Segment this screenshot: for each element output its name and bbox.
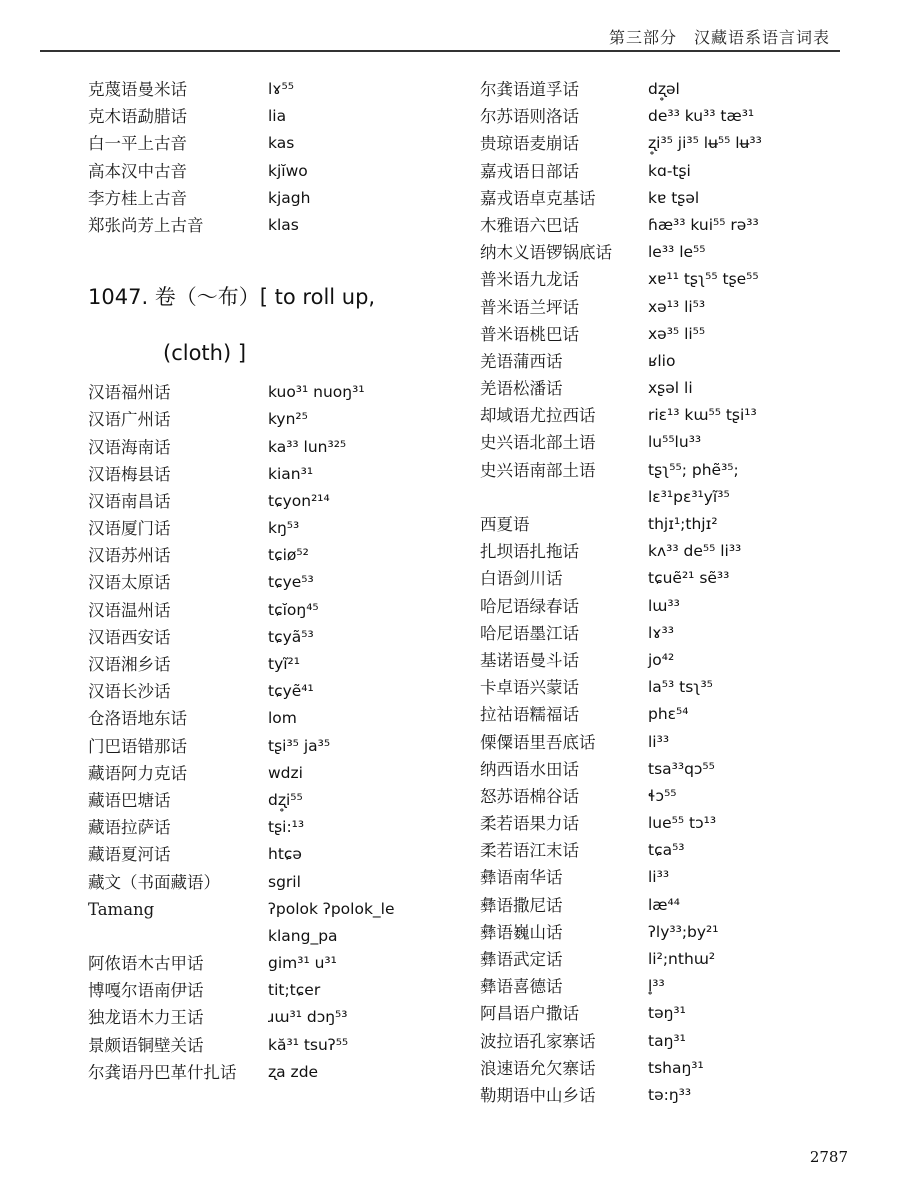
language-name: 贵琼语麦崩话 — [480, 134, 579, 154]
language-name: 藏语巴塘话 — [88, 790, 171, 810]
language-name: 克木语勐腊话 — [88, 107, 187, 127]
entry-row — [480, 756, 860, 783]
pronunciation: tit;tɕer — [268, 981, 321, 1000]
language-name: 汉语厦门话 — [88, 519, 171, 539]
pronunciation: ʐa zde — [268, 1062, 319, 1081]
entry-row — [88, 515, 468, 542]
entry-row — [88, 841, 468, 868]
pronunciation: ka³³ lun³²⁵ — [268, 437, 347, 456]
pronunciation: ɬɔ⁵⁵ — [648, 786, 677, 805]
language-name: 傈僳语里吾底话 — [480, 732, 596, 752]
language-name: 汉语福州话 — [88, 383, 171, 403]
language-name: 普米语桃巴话 — [480, 324, 579, 344]
language-name: 门巴语错那话 — [88, 736, 187, 756]
language-name: 郑张尚芳上古音 — [88, 215, 204, 235]
entry-row — [88, 624, 468, 651]
entry-row — [88, 1032, 468, 1059]
entry-row — [480, 946, 860, 973]
language-name: 藏文（书面藏语） — [88, 872, 220, 892]
entry-row — [480, 185, 860, 212]
language-name: 却域语尤拉西话 — [480, 406, 596, 426]
language-name: 纳西语水田话 — [480, 759, 579, 779]
entry-row — [480, 429, 860, 456]
entry-row — [88, 678, 468, 705]
entry-row — [88, 733, 468, 760]
language-name: 木雅语六巴话 — [480, 215, 579, 235]
pronunciation: tshaŋ³¹ — [648, 1058, 704, 1077]
language-name: 汉语苏州话 — [88, 546, 171, 566]
language-name: 白语剑川话 — [480, 569, 563, 589]
entry-row — [480, 973, 860, 1000]
language-name: 怒苏语棉谷话 — [480, 786, 579, 806]
entry-row — [480, 266, 860, 293]
entry-row — [88, 787, 468, 814]
language-name: 汉语太原话 — [88, 573, 171, 593]
language-name: 普米语兰坪话 — [480, 297, 579, 317]
entry-row — [88, 158, 468, 185]
pronunciation: jo⁴² — [648, 650, 675, 669]
language-name: 彝语喜德话 — [480, 977, 563, 997]
pronunciation: tʂi³⁵ ja³⁵ — [268, 736, 331, 755]
pronunciation: riɛ¹³ kɯ⁵⁵ tʂi¹³ — [648, 406, 757, 425]
section-entry-list — [88, 379, 468, 1086]
page-number: 2787 — [809, 1148, 848, 1166]
entry-row — [480, 1000, 860, 1027]
language-name: 高本汉中古音 — [88, 161, 187, 181]
entry-row — [88, 950, 468, 977]
pronunciation: xə¹³ li⁵³ — [648, 297, 706, 316]
language-name: 羌语蒲西话 — [480, 351, 563, 371]
language-name: 汉语湘乡话 — [88, 655, 171, 674]
section-heading-line2: (cloth) ] — [163, 341, 247, 366]
entry-row — [480, 1082, 860, 1109]
section-heading-line1: 1047. 卷（～布）[ to roll up, — [88, 285, 376, 310]
entry-row — [480, 103, 860, 130]
left-column — [88, 76, 468, 1086]
pronunciation: kʌ³³ de⁵⁵ li³³ — [648, 542, 742, 561]
language-name: 哈尼语墨江话 — [480, 623, 579, 643]
pronunciation: kuo³¹ nuoŋ³¹ — [268, 383, 365, 402]
pronunciation: xə³⁵ li⁵⁵ — [648, 324, 706, 343]
entry-row — [480, 76, 860, 103]
pronunciation: kian³¹ — [268, 464, 314, 483]
language-name: 尔龚语道孚话 — [480, 80, 579, 99]
entry-row — [480, 1028, 860, 1055]
pronunciation: li³³ — [648, 868, 670, 887]
entry-row — [480, 565, 860, 592]
pronunciation: kyn²⁵ — [268, 410, 308, 429]
pronunciation: tʂi:¹³ — [268, 818, 305, 837]
pronunciation: klang_pa — [268, 926, 338, 945]
pronunciation: lɤ⁵⁵ — [268, 80, 294, 98]
language-name: 博嘎尔语南伊话 — [88, 981, 204, 1001]
pronunciation: kjĭwo — [268, 161, 308, 180]
entry-row — [480, 294, 860, 321]
pronunciation: tʂʅ⁵⁵; phẽ³⁵; — [648, 460, 739, 479]
entry-row — [88, 1004, 468, 1031]
pronunciation: ʁlio — [648, 351, 676, 370]
entry-row — [480, 511, 860, 538]
language-name: 嘉戎语卓克基话 — [480, 188, 596, 208]
pronunciation: lue⁵⁵ tɔ¹³ — [648, 814, 717, 833]
language-name: 尔龚语丹巴革什扎话 — [88, 1062, 237, 1082]
language-name: 扎坝语扎拖话 — [480, 542, 579, 562]
language-name: 波拉语孔家寨话 — [480, 1031, 596, 1051]
pronunciation: ɦæ³³ kui⁵⁵ rə³³ — [648, 215, 759, 234]
pronunciation: lia — [268, 107, 287, 126]
pronunciation: tə:ŋ³³ — [648, 1085, 692, 1104]
right-entry-list — [480, 76, 860, 1109]
entry-row — [88, 103, 468, 130]
entry-row — [88, 869, 468, 896]
entry-row — [480, 1055, 860, 1082]
pronunciation: tyĩ²¹ — [268, 655, 300, 673]
entry-row — [480, 647, 860, 674]
language-name: 白一平上古音 — [88, 134, 187, 154]
section-heading — [88, 283, 468, 367]
entry-row — [88, 896, 468, 923]
entry-row — [480, 158, 860, 185]
entry-row — [88, 569, 468, 596]
pronunciation: dʐ̥i⁵⁵ — [268, 790, 303, 809]
pronunciation: taŋ³¹ — [648, 1031, 686, 1050]
pronunciation: læ⁴⁴ — [648, 895, 680, 914]
pronunciation: kă³¹ tsuʔ⁵⁵ — [268, 1035, 349, 1054]
entry-row — [480, 484, 860, 511]
language-name: 阿侬语木古甲话 — [88, 954, 204, 974]
pronunciation: tɕye⁵³ — [268, 573, 314, 592]
language-name: 藏语阿力克话 — [88, 763, 187, 783]
language-name: 勒期语中山乡话 — [480, 1085, 596, 1105]
language-name: 史兴语北部土语 — [480, 433, 596, 453]
entry-row — [88, 130, 468, 157]
language-name: 汉语长沙话 — [88, 682, 171, 702]
language-name: 拉祜语糯福话 — [480, 705, 579, 725]
entry-row — [480, 130, 860, 157]
pronunciation: ɹɯ³¹ dɔŋ⁵³ — [268, 1008, 348, 1027]
pronunciation: kɐ tʂəl — [648, 188, 700, 207]
page-header — [40, 22, 840, 52]
entry-row — [88, 379, 468, 406]
language-name: 柔若语果力话 — [480, 814, 579, 834]
entry-row — [480, 729, 860, 756]
language-name: 藏语拉萨话 — [88, 818, 171, 838]
pronunciation: kɑ-tʂi — [648, 161, 691, 180]
language-name: 史兴语南部土语 — [480, 460, 596, 480]
language-name: 彝语撒尼话 — [480, 895, 563, 915]
pronunciation: xʂəl li — [648, 379, 693, 398]
entry-row — [88, 461, 468, 488]
pronunciation: la⁵³ tsʅ³⁵ — [648, 678, 713, 697]
entry-row — [88, 597, 468, 624]
pronunciation: kjagh — [268, 188, 311, 207]
pronunciation: ʔpolok ʔpolok_le — [268, 899, 395, 918]
pronunciation: phɛ⁵⁴ — [648, 705, 689, 724]
language-name: 尔苏语则洛话 — [480, 107, 579, 127]
language-name: 独龙语木力王话 — [88, 1008, 204, 1028]
pronunciation: ʐ̥i³⁵ ji³⁵ lʉ⁵⁵ lʉ³³ — [648, 134, 762, 153]
entry-row — [480, 321, 860, 348]
language-name: Tamang — [88, 899, 155, 919]
pronunciation: tɕĭoŋ⁴⁵ — [268, 600, 319, 619]
pronunciation: li²;nthɯ² — [648, 950, 716, 968]
language-name: 彝语武定话 — [480, 950, 563, 969]
language-name: 羌语松潘话 — [480, 379, 563, 399]
language-name: 嘉戎语日部话 — [480, 161, 579, 181]
language-name: 藏语夏河话 — [88, 845, 171, 865]
language-name: 汉语海南话 — [88, 437, 171, 457]
entry-row — [480, 620, 860, 647]
pronunciation: wdzi — [268, 763, 303, 782]
pronunciation: gim³¹ u³¹ — [268, 954, 337, 973]
language-name: 浪速语允欠寨话 — [480, 1058, 596, 1078]
language-name: 克蔑语曼米话 — [88, 80, 187, 99]
pronunciation: kas — [268, 134, 295, 153]
pronunciation: təŋ³¹ — [648, 1004, 686, 1023]
pronunciation: lu⁵⁵lu³³ — [648, 433, 702, 452]
entry-row — [88, 977, 468, 1004]
language-name: 汉语西安话 — [88, 627, 171, 647]
pronunciation: lɛ³¹pɛ³¹yĩ³⁵ — [648, 487, 730, 506]
language-name: 景颇语铜壁关话 — [88, 1035, 204, 1055]
language-name: 彝语巍山话 — [480, 922, 563, 942]
entry-row — [88, 923, 468, 950]
pronunciation: tɕuẽ²¹ sẽ³³ — [648, 569, 730, 588]
entry-row — [88, 76, 468, 103]
entry-row — [480, 892, 860, 919]
pronunciation: klas — [268, 215, 299, 234]
entry-row — [88, 406, 468, 433]
pronunciation: tɕa⁵³ — [648, 841, 685, 860]
pronunciation: htɕə — [268, 845, 302, 864]
entry-row — [88, 488, 468, 515]
pronunciation: tɕyon²¹⁴ — [268, 491, 330, 510]
language-name: 彝语南华话 — [480, 868, 563, 888]
pronunciation: le³³ le⁵⁵ — [648, 243, 706, 262]
pronunciation: li³³ — [648, 732, 670, 751]
language-name: 仓洛语地东话 — [88, 709, 187, 729]
entry-row — [480, 538, 860, 565]
entry-row — [480, 919, 860, 946]
language-name: 李方桂上古音 — [88, 188, 187, 208]
language-name: 哈尼语绿春话 — [480, 596, 579, 616]
language-name: 汉语广州话 — [88, 410, 171, 430]
pronunciation: lɤ³³ — [648, 623, 674, 642]
pronunciation: dʐ̥əl — [648, 80, 680, 98]
entry-row — [88, 434, 468, 461]
entry-row — [88, 185, 468, 212]
pronunciation: de³³ ku³³ tæ³¹ — [648, 107, 755, 126]
pronunciation: lom — [268, 709, 297, 728]
language-name: 汉语南昌话 — [88, 491, 171, 511]
entry-row — [480, 457, 860, 484]
entry-row — [88, 651, 468, 678]
language-name: 基诺语曼斗话 — [480, 650, 579, 670]
pronunciation: xɐ¹¹ tʂʅ⁵⁵ tʂe⁵⁵ — [648, 270, 759, 289]
pronunciation: tsa³³qɔ⁵⁵ — [648, 759, 715, 778]
language-name: 汉语梅县话 — [88, 464, 171, 484]
entry-row — [480, 674, 860, 701]
right-column — [480, 76, 860, 1109]
entry-row — [88, 814, 468, 841]
entry-row — [88, 760, 468, 787]
entry-row — [88, 542, 468, 569]
language-name: 阿昌语户撒话 — [480, 1004, 579, 1024]
entry-row — [88, 1059, 468, 1086]
entry-row — [480, 701, 860, 728]
pronunciation: ʔly³³;by²¹ — [648, 922, 719, 941]
entry-row — [480, 348, 860, 375]
language-name: 汉语温州话 — [88, 600, 171, 620]
entry-row — [480, 783, 860, 810]
pronunciation: tɕyã⁵³ — [268, 627, 314, 646]
entry-row — [480, 593, 860, 620]
language-name: 西夏语 — [480, 515, 530, 534]
entry-row — [480, 837, 860, 864]
language-name: 卡卓语兴蒙话 — [480, 678, 579, 698]
entry-row — [88, 212, 468, 239]
language-name: 柔若语江末话 — [480, 841, 579, 861]
pronunciation: tɕiø⁵² — [268, 546, 309, 565]
language-name: 普米语九龙话 — [480, 270, 579, 290]
entry-row — [88, 705, 468, 732]
entry-row — [480, 375, 860, 402]
entry-row — [480, 402, 860, 429]
entry-row — [480, 864, 860, 891]
left-entry-list — [88, 76, 468, 239]
pronunciation: lɯ³³ — [648, 596, 680, 615]
language-name: 纳木义语锣锅底话 — [480, 243, 612, 263]
pronunciation: thjɪ¹;thjɪ² — [648, 515, 718, 533]
header-title: 第三部分 汉藏语系语言词表 — [608, 28, 830, 47]
pronunciation: l̥³³ — [648, 977, 665, 996]
pronunciation: kŋ⁵³ — [268, 519, 300, 538]
entry-row — [480, 810, 860, 837]
entry-row — [480, 239, 860, 266]
entry-row — [480, 212, 860, 239]
pronunciation: tɕyẽ⁴¹ — [268, 682, 314, 701]
pronunciation: sgril — [268, 872, 301, 891]
